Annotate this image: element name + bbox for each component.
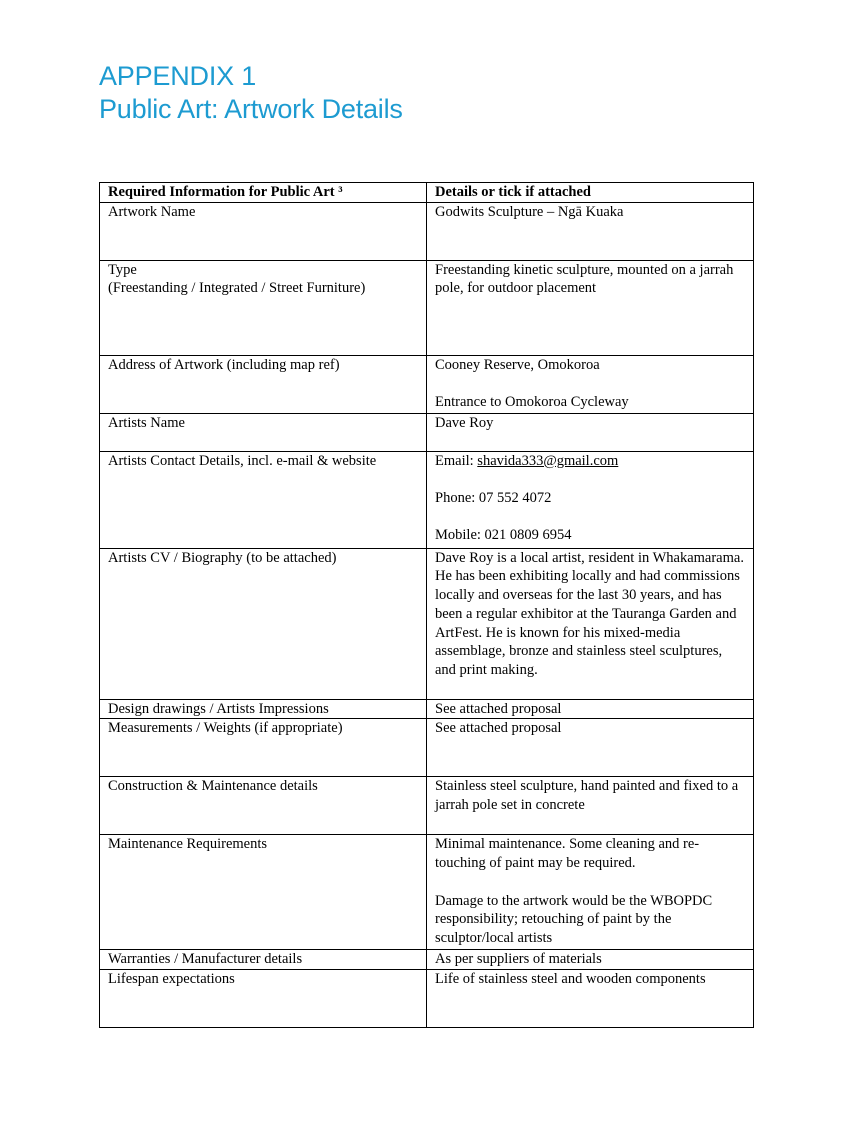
artwork-details-table [99,182,754,1028]
section-title: Public Art: Artwork Details [99,94,403,124]
row-value-text: Minimal maintenance. Some cleaning and re-touching of paint may be required. [435,836,700,872]
row-label-cell [100,451,427,548]
row-value-cell [427,950,754,970]
row-value-text: Dave Roy [435,414,494,431]
row-label-cell [100,699,427,719]
row-value-cell [427,355,754,413]
table-row [100,548,754,699]
header-details: Details or tick if attached [427,183,754,203]
row-label-cell [100,202,427,260]
row-label-text: (Freestanding / Integrated / Street Furniture) [108,280,366,297]
row-label-text: Address of Artwork (including map ref) [108,356,340,373]
row-label-cell [100,835,427,950]
email-line [435,452,745,471]
row-label-text: Construction & Maintenance details [108,778,318,795]
row-label-text: Lifespan expectations [108,971,235,988]
row-value-text: Entrance to Omokoroa Cycleway [435,394,629,411]
row-label-text: Artists CV / Biography (to be attached) [108,549,337,566]
row-label-cell [100,548,427,699]
row-value-cell [427,719,754,777]
row-value-text: As per suppliers of materials [435,951,602,968]
row-value-cell [427,699,754,719]
row-label-text: Measurements / Weights (if appropriate) [108,720,343,737]
table-row [100,970,754,1028]
row-value-cell [427,548,754,699]
row-label-text: Artists Contact Details, incl. e-mail & website [108,452,377,469]
row-value-cell [427,835,754,950]
table-header-row [100,183,754,203]
row-label-text: Artists Name [108,414,185,431]
row-value-text: Life of stainless steel and wooden components [435,971,706,988]
row-value-text: Damage to the artwork would be the WBOPDC responsibility; retouching of paint by the sculptor/local artists [435,892,713,946]
row-label-cell [100,777,427,835]
table-row [100,777,754,835]
row-value-cell [427,451,754,548]
row-value-cell [427,413,754,451]
row-value-cell [427,777,754,835]
row-label-text: Artwork Name [108,203,196,220]
page-heading [99,60,403,126]
header-required-information: Required Information for Public Art ³ [100,183,427,203]
table-row [100,699,754,719]
row-value-text: Phone: 07 552 4072 [435,490,552,507]
row-value-cell [427,202,754,260]
table-row [100,950,754,970]
row-value-text: Godwits Sculpture – Ngā Kuaka [435,203,624,220]
table-row [100,355,754,413]
row-value-text: Cooney Reserve, Omokoroa [435,356,600,373]
row-value-text: Freestanding kinetic sculpture, mounted on a jarrah pole, for outdoor placement [435,261,734,297]
appendix-title: APPENDIX 1 [99,61,257,91]
row-value-text: Mobile: 021 0809 6954 [435,527,572,544]
row-label-text: Design drawings / Artists Impressions [108,700,329,717]
row-label-text: Maintenance Requirements [108,836,268,853]
row-value-text: See attached proposal [435,700,562,717]
row-label-cell [100,260,427,355]
row-label-cell [100,970,427,1028]
table-row [100,260,754,355]
email-link[interactable]: shavida333@gmail.com [477,452,619,469]
row-label-cell [100,413,427,451]
row-value-text: Stainless steel sculpture, hand painted and fixed to a jarrah pole set in concrete [435,778,739,814]
row-label-cell [100,950,427,970]
row-value-cell [427,260,754,355]
row-label-text: Type [108,261,137,278]
email-prefix: Email: [435,452,478,469]
row-value-cell [427,970,754,1028]
row-label-cell [100,355,427,413]
row-value-text: See attached proposal [435,720,562,737]
row-label-text: Warranties / Manufacturer details [108,951,303,968]
row-value-text: Dave Roy is a local artist, resident in Whakamarama. He has been exhibiting locally and had commissions locally and overseas for the last 30 years, and has been a regular exhibitor at the Tauranga Garden and ArtFest. He is known for his mixed-media assemblage, bronze and stainless steel sculptures, and print making. [435,549,744,678]
table-row [100,835,754,950]
row-label-cell [100,719,427,777]
table-row [100,719,754,777]
table-row [100,413,754,451]
table-row [100,202,754,260]
table-row [100,451,754,548]
